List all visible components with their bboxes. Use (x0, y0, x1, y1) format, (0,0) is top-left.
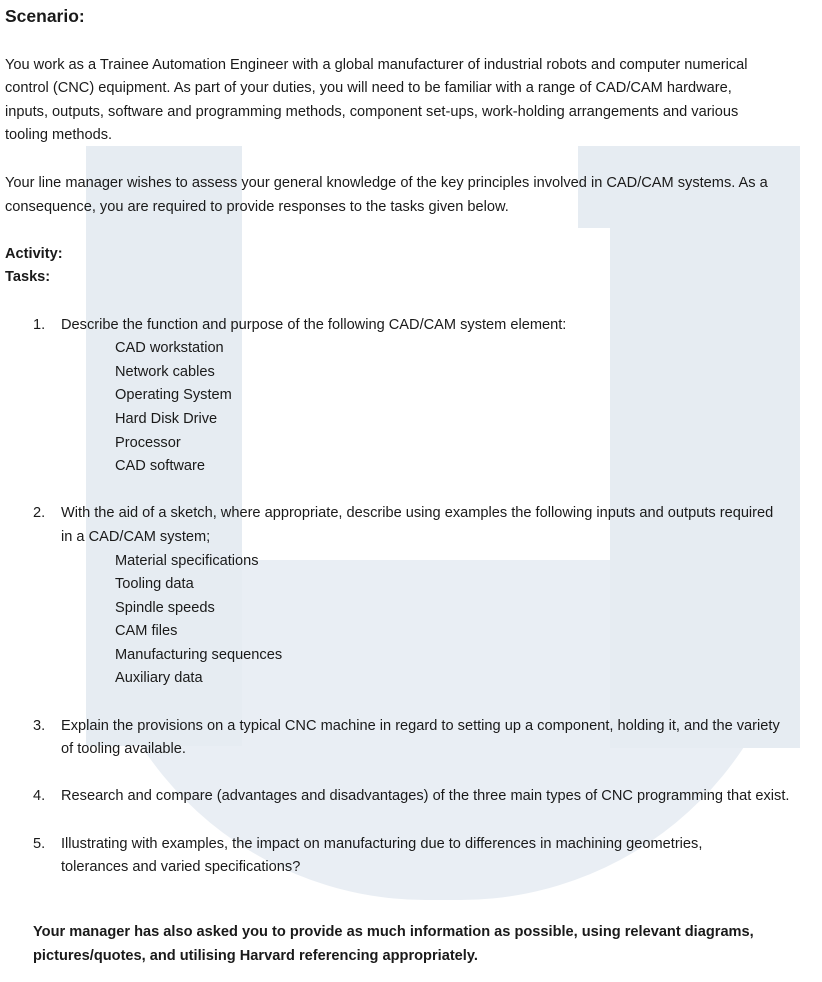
task-item: Operating System (115, 387, 232, 403)
task-item: CAM files (115, 623, 178, 639)
task-number: 4. (33, 788, 46, 804)
intro-line: You work as a Trainee Automation Engineer with a global manufacturer of industrial robots and computer numerical (5, 57, 748, 73)
task-text: With the aid of a sketch, where appropriate, describe using examples the following inputs and outputs required (61, 505, 774, 521)
task-item: Tooling data (115, 576, 194, 592)
task-text: Illustrating with examples, the impact on manufacturing due to differences in machining geometries, (61, 836, 703, 852)
manager-paragraph-line: Your line manager wishes to assess your general knowledge of the key principles involved in CAD/CAM systems. As a (5, 175, 768, 191)
intro-line: inputs, outputs, software and programming methods, component set-ups, work-holding arrangements and various (5, 104, 739, 120)
task-item: Hard Disk Drive (115, 411, 218, 427)
task-number: 3. (33, 718, 46, 734)
task-text: Research and compare (advantages and disadvantages) of the three main types of CNC programming that exist. (61, 788, 790, 804)
task-item: CAD workstation (115, 340, 224, 356)
task-text: Explain the provisions on a typical CNC machine in regard to setting up a component, holding it, and the variety (61, 718, 780, 734)
task-item: Network cables (115, 364, 215, 380)
intro-line: tooling methods. (5, 127, 113, 143)
task-text: of tooling available. (61, 741, 186, 757)
task-text: tolerances and varied specifications? (61, 859, 301, 875)
task-item: Manufacturing sequences (115, 647, 283, 663)
task-text: Describe the function and purpose of the following CAD/CAM system element: (61, 317, 567, 333)
task-number: 1. (33, 317, 46, 333)
scenario-heading: Scenario: (5, 6, 85, 26)
intro-line: control (CNC) equipment. As part of your duties, you will need to be familiar with a range of CAD/CAM hardware, (5, 80, 732, 96)
task-item: Material specifications (115, 553, 259, 569)
tasks-label: Tasks: (5, 269, 51, 285)
task-number: 2. (33, 505, 46, 521)
task-number: 5. (33, 836, 46, 852)
closing-line: Your manager has also asked you to provide as much information as possible, using relevant diagrams, (33, 924, 754, 940)
task-item: Processor (115, 435, 181, 451)
activity-label: Activity: (5, 246, 63, 262)
closing-line: pictures/quotes, and utilising Harvard referencing appropriately. (33, 948, 478, 964)
task-item: Spindle speeds (115, 600, 215, 616)
task-item: CAD software (115, 458, 206, 474)
task-item: Auxiliary data (115, 670, 203, 686)
manager-paragraph-line: consequence, you are required to provide responses to the tasks given below. (5, 199, 509, 215)
task-text: in a CAD/CAM system; (61, 529, 211, 545)
